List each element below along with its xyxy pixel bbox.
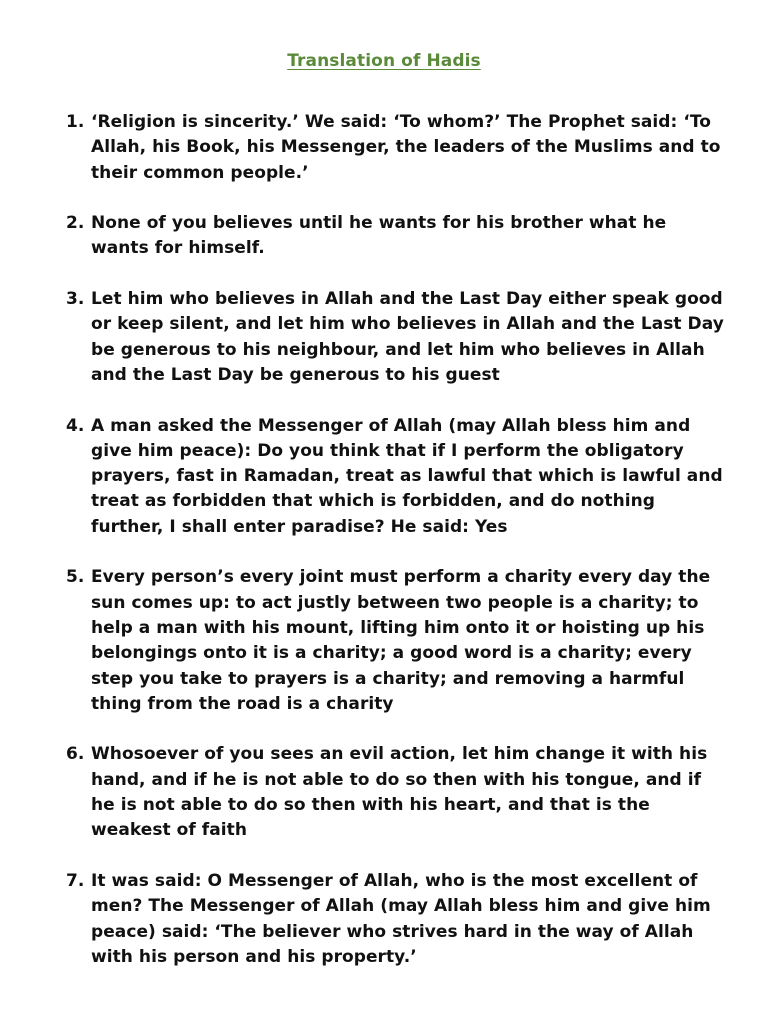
item-text: Whosoever of you sees an evil action, let him change it with his hand, and if he is not able to do so then with his tongue, and if he is not able to do so then with his heart, and that is the weakest of faith bbox=[91, 744, 708, 841]
item-text: It was said: O Messenger of Allah, who is the most excellent of men? The Messenger of Allah (may Allah bless him and give him peace) said: ‘The believer who strives hard in the way of Allah with his person and his property.’ bbox=[91, 870, 711, 967]
item-number: 5. bbox=[66, 567, 85, 588]
item-text: Every person’s every joint must perform a charity every day the sun comes up: to act justly between two people is a charity; to help a man with his mount, lifting him onto it or hoisting up his belongings onto it is a charity; a good word is a charity; every step you take to prayers is a charity; and removing a harmful thing from the road is a charity bbox=[91, 567, 711, 714]
item-number: 1. bbox=[66, 112, 85, 132]
hadith-item-3 bbox=[66, 287, 726, 388]
item-text: None of you believes until he wants for his brother what he wants for himself. bbox=[91, 213, 667, 259]
hadith-item-4 bbox=[66, 414, 726, 540]
hadith-item-7 bbox=[66, 869, 726, 970]
hadith-item-1 bbox=[66, 110, 726, 186]
item-number: 7. bbox=[66, 870, 85, 891]
item-number: 6. bbox=[66, 744, 85, 765]
item-number: 2. bbox=[66, 213, 85, 234]
hadith-item-2 bbox=[66, 211, 726, 262]
item-number: 3. bbox=[66, 289, 85, 310]
item-text: Let him who believes in Allah and the Last Day either speak good or keep silent, and let him who believes in Allah and the Last Day be generous to his neighbour, and let him who believes in Allah and the Last Day be generous to his guest bbox=[91, 289, 724, 385]
item-text: A man asked the Messenger of Allah (may Allah bless him and give him peace): Do you think that if I perform the obligatory prayers, fast in Ramadan, treat as lawful that which is lawful and treat as forbidden that which is forbidden, and do nothing further, I shall enter paradise? He said: Yes bbox=[91, 415, 723, 537]
item-text: ‘Religion is sincerity.’ We said: ‘To whom?’ The Prophet said: ‘To Allah, his Book, his Messenger, the leaders of the Muslims and to their common people.’ bbox=[91, 112, 721, 183]
hadith-item-5 bbox=[66, 565, 726, 717]
item-number: 4. bbox=[66, 415, 85, 436]
document-title: Translation of Hadis bbox=[287, 51, 481, 71]
hadith-list bbox=[66, 110, 726, 995]
hadith-item-6 bbox=[66, 742, 726, 843]
